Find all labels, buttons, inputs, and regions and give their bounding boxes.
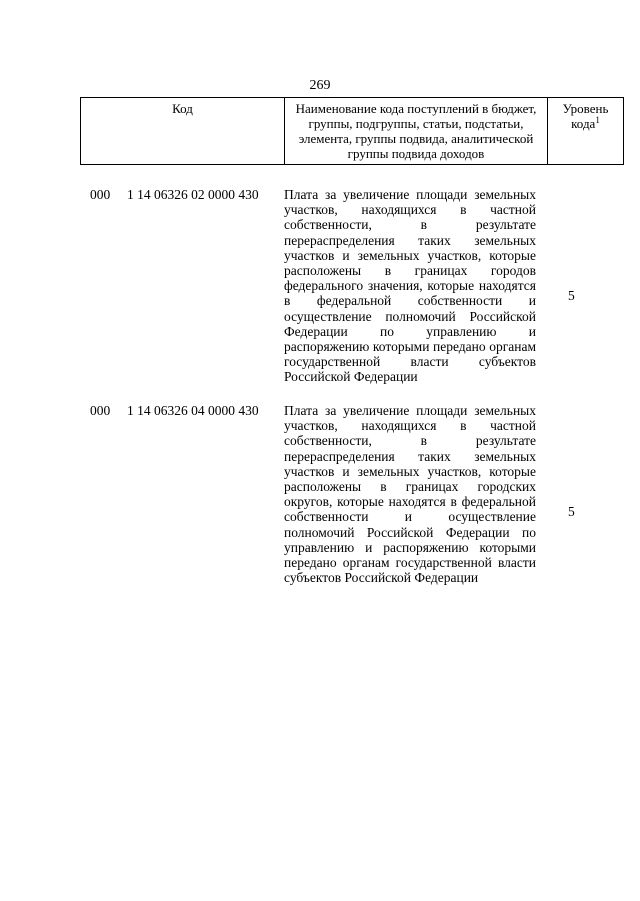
level-footnote-marker: 1 — [595, 115, 600, 125]
revenue-code: 1 14 06326 02 0000 430 — [127, 187, 259, 202]
revenue-name: Плата за увеличение площади земельных участков, находящихся в частной собственности, в результате перераспределения таких земельных участков и земельных участков, которые расположены в границах городов федерального значения, которые находятся в федеральной собственности и осуществление полномочий Российской Федерации по управлению и распоряжению которыми передано органам государственной власти субъектов Российской Федерации — [284, 187, 536, 385]
header-name — [285, 98, 548, 165]
header-code — [81, 98, 285, 165]
code-level: 5 — [568, 504, 575, 519]
code-level: 5 — [568, 288, 575, 303]
revenue-name: Плата за увеличение площади земельных участков, находящихся в частной собственности, в результате перераспределения таких земельных участков и земельных участков, которые расположены в границах городских округов, которые находятся в федеральной собственности и осуществление полномочий Российской Федерации по управлению и распоряжению которыми передано органам государственной власти субъектов Российской Федерации — [284, 403, 536, 586]
admin-code: 000 — [90, 187, 111, 202]
header-code-label: Код — [172, 101, 193, 116]
header-level-label: Уровень кода — [562, 101, 609, 131]
revenue-code: 1 14 06326 04 0000 430 — [127, 403, 259, 418]
table-header — [80, 97, 624, 165]
page-number: 269 — [309, 78, 331, 93]
header-name-label: Наименование кода поступлений в бюджет, группы, подгруппы, статьи, подстатьи, элемента, группы подвида, аналитической группы подвида доходов — [295, 101, 537, 161]
admin-code: 000 — [90, 403, 111, 418]
header-level — [548, 98, 624, 165]
